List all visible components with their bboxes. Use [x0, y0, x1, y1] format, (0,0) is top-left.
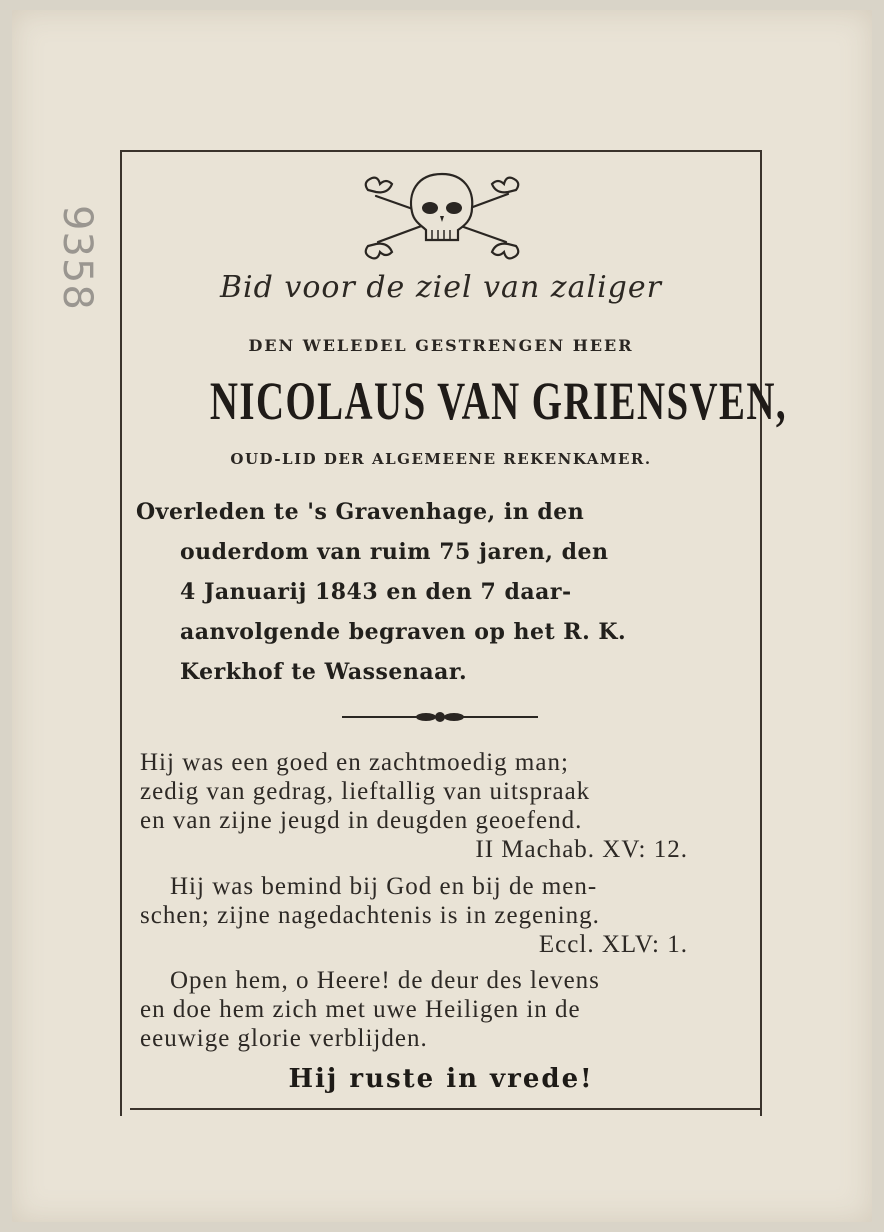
verse-line: en doe hem zich met uwe Heiligen in de	[140, 996, 581, 1023]
verse-3	[140, 966, 746, 1053]
verse-line: Hij was een goed en zachtmoedig man;	[140, 749, 569, 776]
verse-line: Hij was bemind bij God en bij de men-	[170, 873, 598, 900]
skull-and-crossbones-icon	[356, 168, 528, 260]
death-notice-line: Kerkhof te Wassenaar.	[180, 659, 468, 685]
death-notice-line: ouderdom van ruim 75 jaren, den	[180, 539, 609, 565]
verse-line: schen; zijne nagedachtenis is in zegening.	[140, 902, 600, 929]
deceased-name: NICOLAUS VAN GRIENSVEN,	[209, 371, 788, 431]
ornamental-divider-icon	[342, 709, 538, 725]
closing-prayer: Hij ruste in vrede!	[288, 1064, 594, 1094]
printed-border-bottom	[130, 1108, 760, 1110]
verse-reference: II Machab. XV: 12.	[475, 836, 688, 863]
position-title: OUD-LID DER ALGEMEENE REKENKAMER.	[230, 450, 652, 468]
verse-line: zedig van gedrag, lieftallig van uitspraak	[140, 778, 591, 805]
verse-reference: Eccl. XLV: 1.	[538, 931, 688, 958]
death-notice-line: Overleden te 's Gravenhage, in den	[136, 499, 585, 525]
accession-number: 9358	[54, 205, 100, 311]
death-notice-line: aanvolgende begraven op het R. K.	[180, 619, 627, 645]
verse-line: en van zijne jeugd in deugden geoefend.	[140, 807, 583, 834]
heading-script: Bid voor de ziel van zaliger	[220, 270, 662, 305]
verse-2	[140, 872, 746, 959]
death-notice	[136, 492, 746, 692]
honorific: DEN WELEDEL GESTRENGEN HEER	[248, 336, 634, 355]
verse-line: Open hem, o Heere! de deur des levens	[170, 967, 600, 994]
verse-1	[140, 748, 746, 864]
verse-line: eeuwige glorie verblijden.	[140, 1025, 428, 1052]
death-notice-line: 4 Januarij 1843 en den 7 daar-	[180, 579, 572, 605]
